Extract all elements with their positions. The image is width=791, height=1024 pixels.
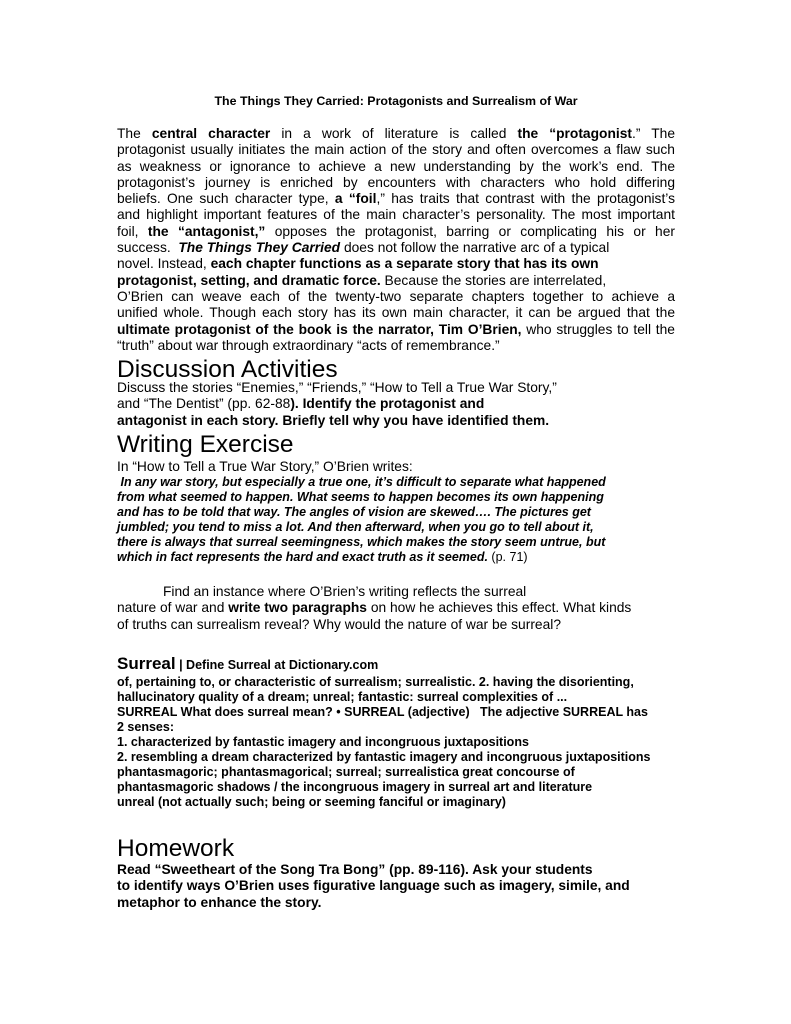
writing-heading: Writing Exercise xyxy=(117,431,294,458)
writing-prompt: Find an instance where O’Brien’s writing reflects the surreal nature of war and write two paragraphs on how he achieves this effect. What kinds of truths can surrealism reveal? Why would the nature of war be surreal? xyxy=(117,584,632,632)
discussion-text: Discuss the stories “Enemies,” “Friends,” “How to Tell a True War Story,” and “The Dentist” (pp. 62-88). Identify the protagonist and antagonist in each story. Briefly tell why you have identified them. xyxy=(117,380,557,428)
homework-heading: Homework xyxy=(117,835,235,862)
intro-line: ultimate protagonist of the book is the narrator, Tim O’Brien, who struggles to tell the xyxy=(117,321,675,337)
intro-line: The central character in a work of literature is called the “protagonist.” The xyxy=(117,126,676,141)
intro-line: protagonist usually initiates the main action of the story and often overcomes a flaw such xyxy=(117,142,675,158)
intro-line: O’Brien can weave each of the twenty-two separate chapters together to achieve a xyxy=(117,288,675,304)
intro-line: as weakness or ignorance to achieve a new understanding by the work’s end. The xyxy=(117,158,675,174)
surreal-definition-heading: Surreal | Define Surreal at Dictionary.com xyxy=(117,654,379,673)
surreal-definition: of, pertaining to, or characteristic of surrealism; surrealistic. 2. having the disorienting, hallucinatory quality of a dream; unreal; fantastic: surreal complexities of ... SURREAL What does surreal mean? • SURREAL (adjective) The adjective SURREAL has 2 senses: 1. characterized by fantastic imagery and incongruous juxtapositions 2. resembling a dream characterized by fantastic imagery and incongruous juxtapositions phantasmagoric; phantasmagorical; surreal; surrealistica great concourse of phantasmagoric shadows / the incongruous imagery in surreal art and literature unreal (not actually such; being or seeming fanciful or imaginary) xyxy=(117,675,651,809)
intro-line: and highlight important features of the main character’s personality. The most important xyxy=(117,207,675,223)
intro-line: “truth” about war through extraordinary “acts of remembrance.” xyxy=(117,337,500,353)
block-quote: In any war story, but especially a true one, it’s difficult to separate what happened from what seemed to happen. What seems to happen becomes its own happening and has to be told that way. The angles of vision are skewed…. The pictures get jumbled; you tend to miss a lot. And then afterward, when you go to tell about it, there is always that surreal seemingness, which makes the story seem untrue, but which in fact represents the hard and exact truth as it seemed. (p. 71) xyxy=(117,475,606,564)
discussion-heading: Discussion Activities xyxy=(117,356,338,383)
intro-line: protagonist’s journey is enriched by encounters with characters who hold differing xyxy=(117,174,675,190)
intro-line: protagonist, setting, and dramatic force. Because the stories are interrelated, xyxy=(117,272,607,288)
intro-line: foil, the “antagonist,” opposes the protagonist, barring or complicating his or her xyxy=(117,223,675,239)
intro-line: novel. Instead, each chapter functions as a separate story that has its own xyxy=(117,256,599,272)
document-title: The Things They Carried: Protagonists and Surrealism of War xyxy=(214,94,578,108)
intro-paragraph xyxy=(117,126,675,354)
writing-intro: In “How to Tell a True War Story,” O’Brien writes: xyxy=(117,459,413,474)
intro-line: success. The Things They Carried does not follow the narrative arc of a typical xyxy=(117,240,610,256)
homework-text: Read “Sweetheart of the Song Tra Bong” (pp. 89-116). Ask your students to identify ways O’Brien uses figurative language such as imagery, simile, and metaphor to enhance the story. xyxy=(117,862,630,910)
intro-line: unified whole. Though each story has its own main character, it can be argued that the xyxy=(117,305,675,321)
intro-line: beliefs. One such character type, a “foil,” has traits that contrast with the protagonist’s xyxy=(117,191,676,207)
quote-page-ref: (p. 71) xyxy=(487,550,528,564)
